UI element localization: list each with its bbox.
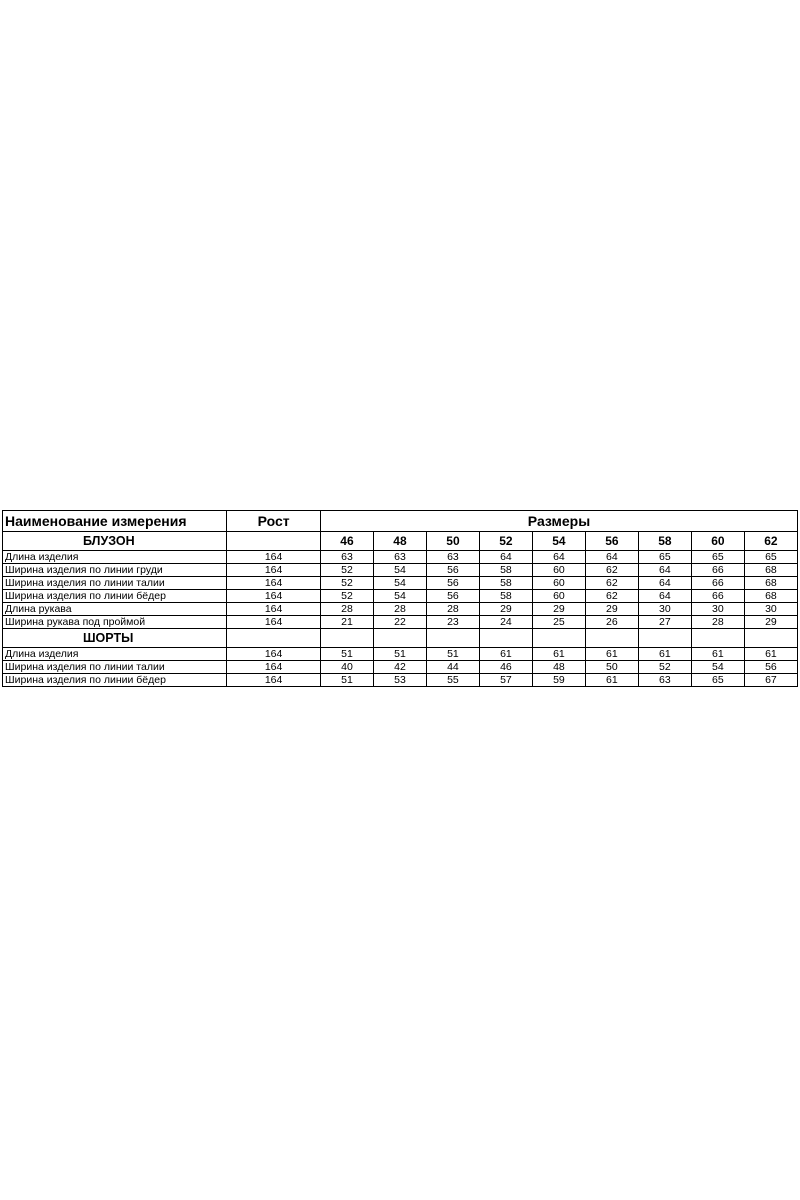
size-value: 64 [638,577,691,590]
measurement-name: Ширина изделия по линии талии [3,577,227,590]
table-row [3,674,798,687]
height-value: 164 [227,551,321,564]
size-header-cell: 56 [585,532,638,551]
height-value: 164 [227,648,321,661]
size-value: 64 [638,590,691,603]
size-header-cell: 52 [479,532,532,551]
size-chart-table [2,510,798,687]
size-value: 66 [691,590,744,603]
measurement-name: Длина изделия [3,648,227,661]
size-value: 68 [744,564,797,577]
size-value: 56 [426,564,479,577]
size-value: 68 [744,577,797,590]
size-value: 51 [426,648,479,661]
size-value: 28 [691,616,744,629]
size-value: 57 [479,674,532,687]
table-row [3,590,798,603]
size-value: 50 [585,661,638,674]
height-value: 164 [227,674,321,687]
size-header-cell [744,629,797,648]
size-value: 24 [479,616,532,629]
size-value: 54 [373,590,426,603]
size-header-cell: 50 [426,532,479,551]
height-value: 164 [227,616,321,629]
size-value: 54 [373,577,426,590]
size-value: 26 [585,616,638,629]
size-value: 58 [479,564,532,577]
size-value: 60 [532,564,585,577]
size-value: 61 [479,648,532,661]
size-value: 29 [585,603,638,616]
size-value: 62 [585,564,638,577]
size-value: 68 [744,590,797,603]
size-value: 22 [373,616,426,629]
table-row [3,648,798,661]
size-header-cell: 46 [320,532,373,551]
header-sizes-column: Размеры [320,511,797,532]
section-title: БЛУЗОН [3,532,227,551]
size-header-cell: 62 [744,532,797,551]
size-value: 60 [532,590,585,603]
size-value: 52 [320,564,373,577]
size-value: 29 [479,603,532,616]
header-height-column: Рост [227,511,321,532]
size-value: 28 [426,603,479,616]
table-body [3,511,798,687]
size-value: 46 [479,661,532,674]
size-value: 30 [744,603,797,616]
size-value: 42 [373,661,426,674]
size-header-cell [479,629,532,648]
size-value: 61 [585,648,638,661]
measurement-name: Ширина изделия по линии бёдер [3,590,227,603]
size-value: 27 [638,616,691,629]
size-value: 53 [373,674,426,687]
size-value: 58 [479,590,532,603]
size-value: 48 [532,661,585,674]
size-value: 40 [320,661,373,674]
table-row [3,661,798,674]
size-value: 59 [532,674,585,687]
size-value: 62 [585,577,638,590]
size-value: 60 [532,577,585,590]
size-value: 61 [691,648,744,661]
size-value: 65 [691,551,744,564]
size-value: 65 [691,674,744,687]
size-header-cell: 58 [638,532,691,551]
table-row [3,603,798,616]
size-value: 61 [744,648,797,661]
size-value: 54 [691,661,744,674]
size-value: 30 [691,603,744,616]
size-value: 65 [638,551,691,564]
size-value: 56 [426,590,479,603]
section-title: ШОРТЫ [3,629,227,648]
height-value: 164 [227,590,321,603]
size-value: 52 [320,577,373,590]
size-value: 52 [320,590,373,603]
height-value: 164 [227,577,321,590]
measurement-name: Ширина изделия по линии талии [3,661,227,674]
size-value: 55 [426,674,479,687]
size-value: 66 [691,564,744,577]
size-header-cell [426,629,479,648]
size-value: 63 [320,551,373,564]
size-value: 44 [426,661,479,674]
size-value: 21 [320,616,373,629]
size-chart-table-wrapper [2,510,798,687]
size-value: 58 [479,577,532,590]
height-value: 164 [227,564,321,577]
size-value: 29 [532,603,585,616]
size-value: 61 [638,648,691,661]
size-header-cell [585,629,638,648]
measurement-name: Ширина изделия по линии бёдер [3,674,227,687]
size-value: 25 [532,616,585,629]
size-value: 67 [744,674,797,687]
size-value: 62 [585,590,638,603]
height-value: 164 [227,661,321,674]
size-value: 23 [426,616,479,629]
table-row [3,577,798,590]
height-value: 164 [227,603,321,616]
table-row [3,616,798,629]
measurement-name: Длина изделия [3,551,227,564]
size-value: 28 [320,603,373,616]
measurement-name: Длина рукава [3,603,227,616]
size-header-cell [691,629,744,648]
header-row [3,511,798,532]
size-value: 64 [479,551,532,564]
size-value: 51 [373,648,426,661]
size-value: 61 [532,648,585,661]
size-value: 64 [532,551,585,564]
section-row [3,629,798,648]
size-value: 63 [373,551,426,564]
size-header-cell [373,629,426,648]
section-height-blank [227,629,321,648]
size-value: 64 [585,551,638,564]
size-value: 56 [744,661,797,674]
size-header-cell [320,629,373,648]
size-value: 29 [744,616,797,629]
size-value: 30 [638,603,691,616]
size-header-cell: 48 [373,532,426,551]
size-value: 28 [373,603,426,616]
header-name-column: Наименование измерения [3,511,227,532]
size-value: 61 [585,674,638,687]
size-value: 63 [426,551,479,564]
size-value: 56 [426,577,479,590]
section-row [3,532,798,551]
measurement-name: Ширина изделия по линии груди [3,564,227,577]
size-value: 64 [638,564,691,577]
table-row [3,564,798,577]
size-value: 54 [373,564,426,577]
table-row [3,551,798,564]
size-value: 63 [638,674,691,687]
size-header-cell [532,629,585,648]
size-header-cell: 54 [532,532,585,551]
size-value: 65 [744,551,797,564]
section-height-blank [227,532,321,551]
size-value: 66 [691,577,744,590]
size-value: 51 [320,674,373,687]
size-value: 52 [638,661,691,674]
measurement-name: Ширина рукава под проймой [3,616,227,629]
size-header-cell: 60 [691,532,744,551]
size-header-cell [638,629,691,648]
size-value: 51 [320,648,373,661]
